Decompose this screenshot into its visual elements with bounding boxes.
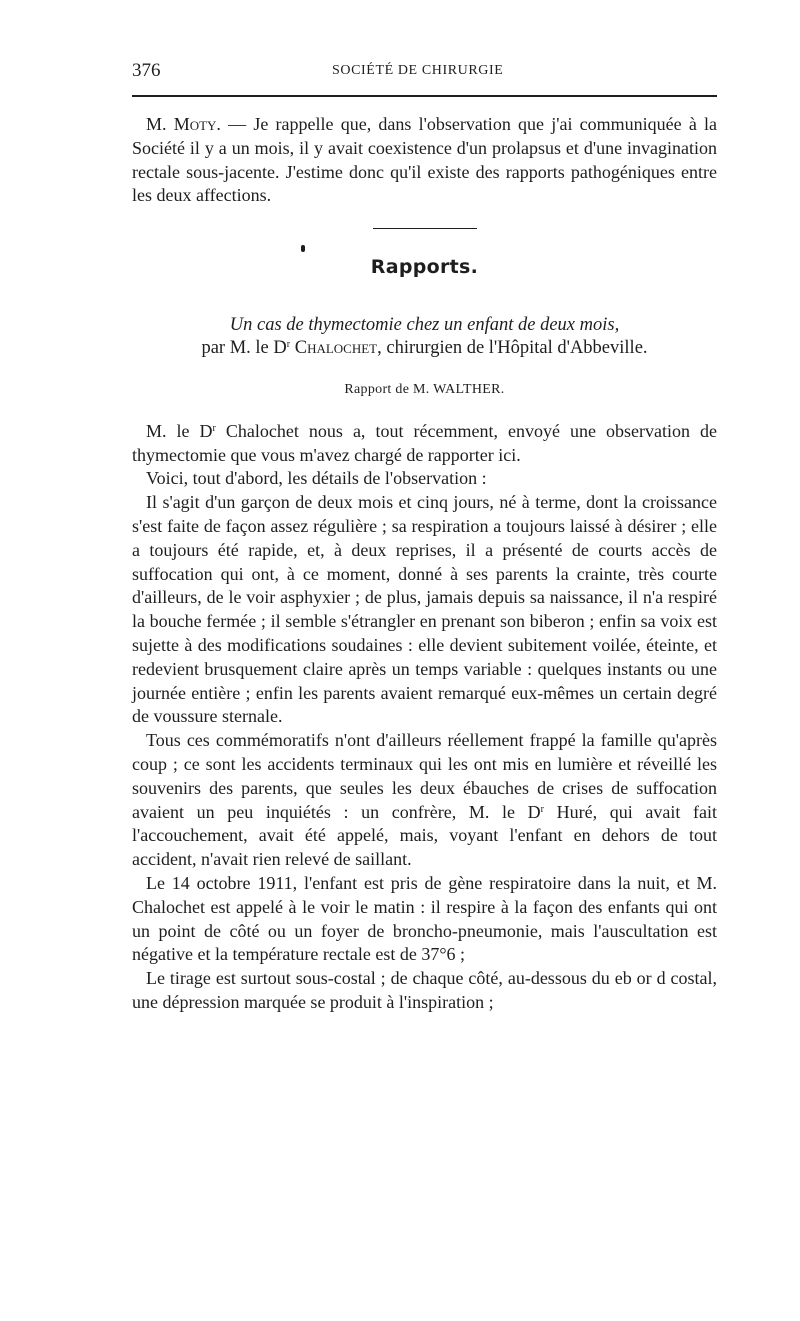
para-text: Voici, tout d'abord, les détails de l'observation : <box>146 468 487 489</box>
byline-sup: r <box>286 338 291 350</box>
section-title: Rapports. <box>370 256 479 279</box>
report-title: Un cas de thymectomie chez un enfant de deux mois, <box>229 314 620 335</box>
discussion-paragraph <box>132 113 717 208</box>
byline-suffix: , chirurgien de l'Hôpital d'Abbeville. <box>377 337 648 358</box>
byline-prefix: par M. le D <box>201 337 287 358</box>
para-sup: r <box>540 803 544 815</box>
para-text: Le tirage est surtout sous-costal ; de chaque côté, au-dessous du eb or d costal, une dépression marquée se produit à l'inspiration ; <box>132 968 717 1012</box>
body-paragraph <box>132 491 717 729</box>
page-header <box>132 60 717 88</box>
para-text: Le 14 octobre 1911, l'enfant est pris de gène respiratoire dans la nuit, et M. Chalochet est appelé à le voir le matin : il respire à la façon des enfants qui ont un point de côté ou un foyer de broncho-pneumonie, mais l'auscultation est négative et la température rectale est de 37°6 ; <box>132 872 717 965</box>
body-paragraph <box>132 967 717 1015</box>
para-text: Chalochet nous a, tout récemment, envoyé une observation de thymectomie que vous m'avez chargé de rapporter ici. <box>132 420 717 465</box>
running-head: SOCIÉTÉ DE CHIRURGIE <box>332 63 504 78</box>
para-sup: r <box>212 422 216 434</box>
header-rule <box>132 95 717 97</box>
byline-author: Chalochet <box>294 337 378 358</box>
reporter-line: Rapport de M. WALTHER. <box>344 381 505 397</box>
para-text: Il s'agit d'un garçon de deux mois et cinq jours, né à terme, dont la croissance s'est faite de façon assez régulière ; sa respiration a toujours laissé à désirer ; elle a toujours été rapide, et, à deux reprises, il a présenté de courts accès de suffocation qui ont, à ce moment, donné à ses parents la crainte, très courte d'ailleurs, de le voir asphyxier ; de plus, jamais depuis sa naissance, il n'a respiré la bouche fermée ; il semble s'étrangler en prenant son biberon ; enfin sa voix est sujette à des modifications soudaines : elle devient subitement voilée, éteinte, et redevient brusquement claire après un temps variable : quelques instants ou une journée entière ; enfin les parents avaient remarqué eux-mêmes un certain degré de voussure sternale. <box>132 492 717 727</box>
report-byline <box>132 337 717 360</box>
speaker-name: M. Moty. <box>146 114 221 134</box>
body-paragraph <box>132 729 717 872</box>
body-paragraph <box>132 420 717 468</box>
body-paragraph <box>132 872 717 967</box>
document-page <box>132 0 717 1321</box>
body-paragraph <box>132 467 717 491</box>
ink-dot <box>301 245 305 252</box>
body-text <box>132 113 717 1015</box>
discussion-text: — Je rappelle que, dans l'observation que j'ai communiquée à la Société il y a un mois, il y avait coexistence d'un prolapsus et d'une invagination rectale sous-jacente. J'estime donc qu'il existe des rapports pathogéniques entre les deux affections. <box>132 114 717 206</box>
section-divider <box>373 228 477 229</box>
para-text-pre: M. le D <box>146 420 213 441</box>
para-text: Huré, qui avait fait l'accouchement, avait été appelé, mais, voyant l'enfant en dehors de tout accident, n'avait rien relevé de saillant. <box>132 801 718 870</box>
para-text-pre: Tous ces commémoratifs n'ont d'ailleurs réellement frappé la famille qu'après coup ; ce sont les accidents terminaux qui les ont mis en lumière et réveillé les souvenirs des parents, que seules les deux ébauches de crises de suffocation avaient un peu inquiétés : un confrère, M. le D <box>132 730 717 822</box>
page-number: 376 <box>132 60 161 81</box>
